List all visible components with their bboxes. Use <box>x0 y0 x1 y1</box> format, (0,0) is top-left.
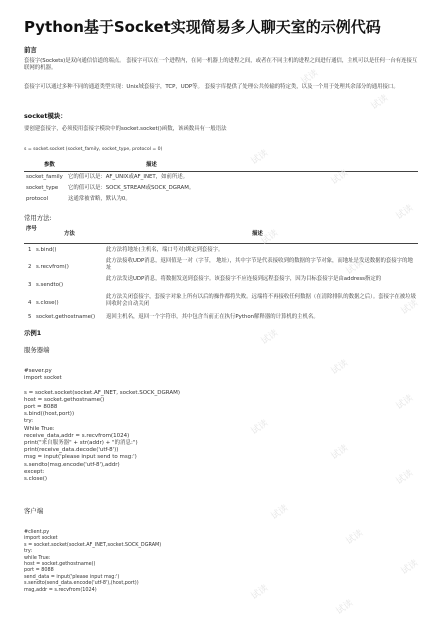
methods-cell-desc: 此方法接收UDP消息，返回值是一对（字节， 地址），其中字节是代表接收到的数据的字节对象，而地址是发送数据的套接字的地址 <box>106 258 413 271</box>
preface-paragraph-1: 套接字(Sockets)是双向通信信道的端点。 套接字可以在一个进程内，在同一机器上的进程之间，或者在不同主机的进程之间进行通信，主机可以是任何一台有连接互联网的机器。 <box>24 58 418 72</box>
methods-cell-desc: 此方法发送UDP消息，将数据发送到套接字。该套接字不应连接到远程套接字，因为目标套接字是由address指定的 <box>106 276 382 282</box>
watermark-text: 试读 <box>399 298 421 317</box>
code-line: #sever.py <box>24 368 52 374</box>
watermark-text: 试读 <box>344 258 366 277</box>
watermark-text: 试读 <box>259 328 281 347</box>
methods-header-rule <box>24 243 418 244</box>
watermark-text: 试读 <box>369 93 391 112</box>
code-line <box>24 382 180 389</box>
code-line: s = socket.socket(socket.AF_INET,socket.SOCK_DGRAM) <box>24 541 162 548</box>
methods-header-desc: 描述 <box>252 231 263 237</box>
watermark-text: 试读 <box>299 68 321 87</box>
socket-module-paragraph: 要创建套接字，必须使用套接字模块中的socket.socket()函数，该函数具有一般语法 <box>24 126 227 132</box>
methods-header-method: 方法 <box>64 231 75 237</box>
code-line: import socket <box>24 535 58 542</box>
code-line: s = socket.socket(socket.AF_INET, socket.SOCK_DGRAM) <box>24 389 181 396</box>
methods-cell-no: 1 <box>28 247 32 253</box>
watermark-text: 试读 <box>394 393 416 412</box>
code-line: print("来自服务器" + str(addr) + "的消息:") <box>24 440 138 447</box>
code-line: try: <box>24 548 33 555</box>
watermark-text: 试读 <box>329 443 351 462</box>
server-code-block <box>24 368 180 483</box>
params-cell-desc: 它的值可以是：AF_UNIX或AF_INET，如前所述。 <box>68 174 189 180</box>
params-header-desc: 描述 <box>146 162 157 168</box>
methods-cell-method: s.sendto() <box>36 282 64 288</box>
page-title: Python基于Socket实现简易多人聊天室的示例代码 <box>24 18 381 36</box>
methods-cell-method: s.bind() <box>36 247 57 253</box>
code-line: s.sendto(msg.encode('utf-8'),addr) <box>24 461 120 468</box>
preface-paragraph-2: 套接字可以通过多种不同的通道类型实现：Unix域套接字，TCP，UDP等。 套接字库提供了处理公共传输的特定类，以及一个用于处理其余部分的通用接口。 <box>24 84 399 90</box>
methods-cell-no: 3 <box>28 282 32 288</box>
code-line: except: <box>24 468 45 475</box>
code-line: msg = input('please input send to msg:') <box>24 454 137 461</box>
params-cell-desc: 这通常被省略，默认为0。 <box>68 196 131 202</box>
methods-cell-method: s.recvfrom() <box>36 264 69 270</box>
watermark-text: 试读 <box>394 203 416 222</box>
methods-cell-method: socket.gethostname() <box>36 314 96 320</box>
code-line: While True: <box>24 425 55 432</box>
code-line: try: <box>24 418 34 425</box>
methods-cell-desc: 此方法关闭套接字，套接字对象上所有以后的操作都将失败。远端将不再接收任何数据（在清除排队的数据之后）。套接字在被垃圾回收时会自动关闭 <box>106 294 416 307</box>
methods-cell-desc: 返回主机名，返回一个字符串，其中包含当前正在执行Python解释器的计算机的主机名。 <box>106 314 319 320</box>
watermark-text: 试读 <box>334 598 356 617</box>
example-heading: 示例1 <box>24 329 42 337</box>
code-line: print(receive_data.decode('utf-8')) <box>24 447 119 454</box>
watermark-text: 试读 <box>329 358 351 377</box>
code-line: s.bind((host,port)) <box>24 411 75 418</box>
params-cell-desc: 它的值可以是：SOCK_STREAM或SOCK_DGRAM。 <box>68 185 195 191</box>
params-cell-name: socket_family <box>26 174 63 180</box>
code-line: host = socket.gethostname() <box>24 396 105 403</box>
code-line: receive_data,addr = s.recvfrom(1024) <box>24 432 130 439</box>
watermark-text: 试读 <box>259 228 281 247</box>
watermark-text: 试读 <box>394 468 416 487</box>
watermark-text: 试读 <box>329 168 351 187</box>
code-line: port = 8088 <box>24 567 54 574</box>
code-line: send_data = input('please input msg:') <box>24 573 120 580</box>
watermark-text: 试读 <box>399 558 421 577</box>
socket-syntax: s = socket.socket (socket_family, socket_type, protocol = 0) <box>24 147 163 152</box>
params-header-rule <box>24 171 418 172</box>
socket-module-heading: socket模块： <box>24 112 67 120</box>
watermark-text: 试读 <box>269 503 291 522</box>
code-line: s.close() <box>24 476 48 483</box>
watermark-text: 试读 <box>249 418 271 437</box>
code-line: #client.py <box>24 529 50 535</box>
code-line: host = socket.gethostname() <box>24 561 96 568</box>
methods-cell-desc: 此方法将地址(主机名，端口号对)绑定到套接字。 <box>106 247 224 253</box>
params-header-param: 参数 <box>44 162 55 168</box>
code-line: port = 8088 <box>24 404 58 411</box>
code-line: import socket <box>24 375 62 382</box>
methods-cell-no: 5 <box>28 314 32 320</box>
code-line: while True: <box>24 554 51 561</box>
server-label: 服务器端 <box>24 346 50 354</box>
methods-cell-no: 4 <box>28 300 32 306</box>
preface-heading: 前言 <box>24 46 37 54</box>
watermark-text: 试读 <box>344 528 366 547</box>
methods-header-no: 序号 <box>26 226 37 232</box>
methods-heading: 常用方法: <box>24 214 52 222</box>
methods-cell-method: s.close() <box>36 300 59 306</box>
client-label: 客户端 <box>24 507 44 515</box>
code-line: msg,addr = s.recvfrom(1024) <box>24 586 97 593</box>
client-code-block <box>24 529 161 593</box>
params-cell-name: socket_type <box>26 185 59 191</box>
methods-cell-no: 2 <box>28 264 32 270</box>
watermark-text: 试读 <box>249 148 271 167</box>
watermark-text: 试读 <box>249 583 271 602</box>
code-line: s.sendto(send_data.encode('utf-8'),(host,port)) <box>24 580 139 587</box>
params-cell-name: protocol <box>26 196 48 202</box>
